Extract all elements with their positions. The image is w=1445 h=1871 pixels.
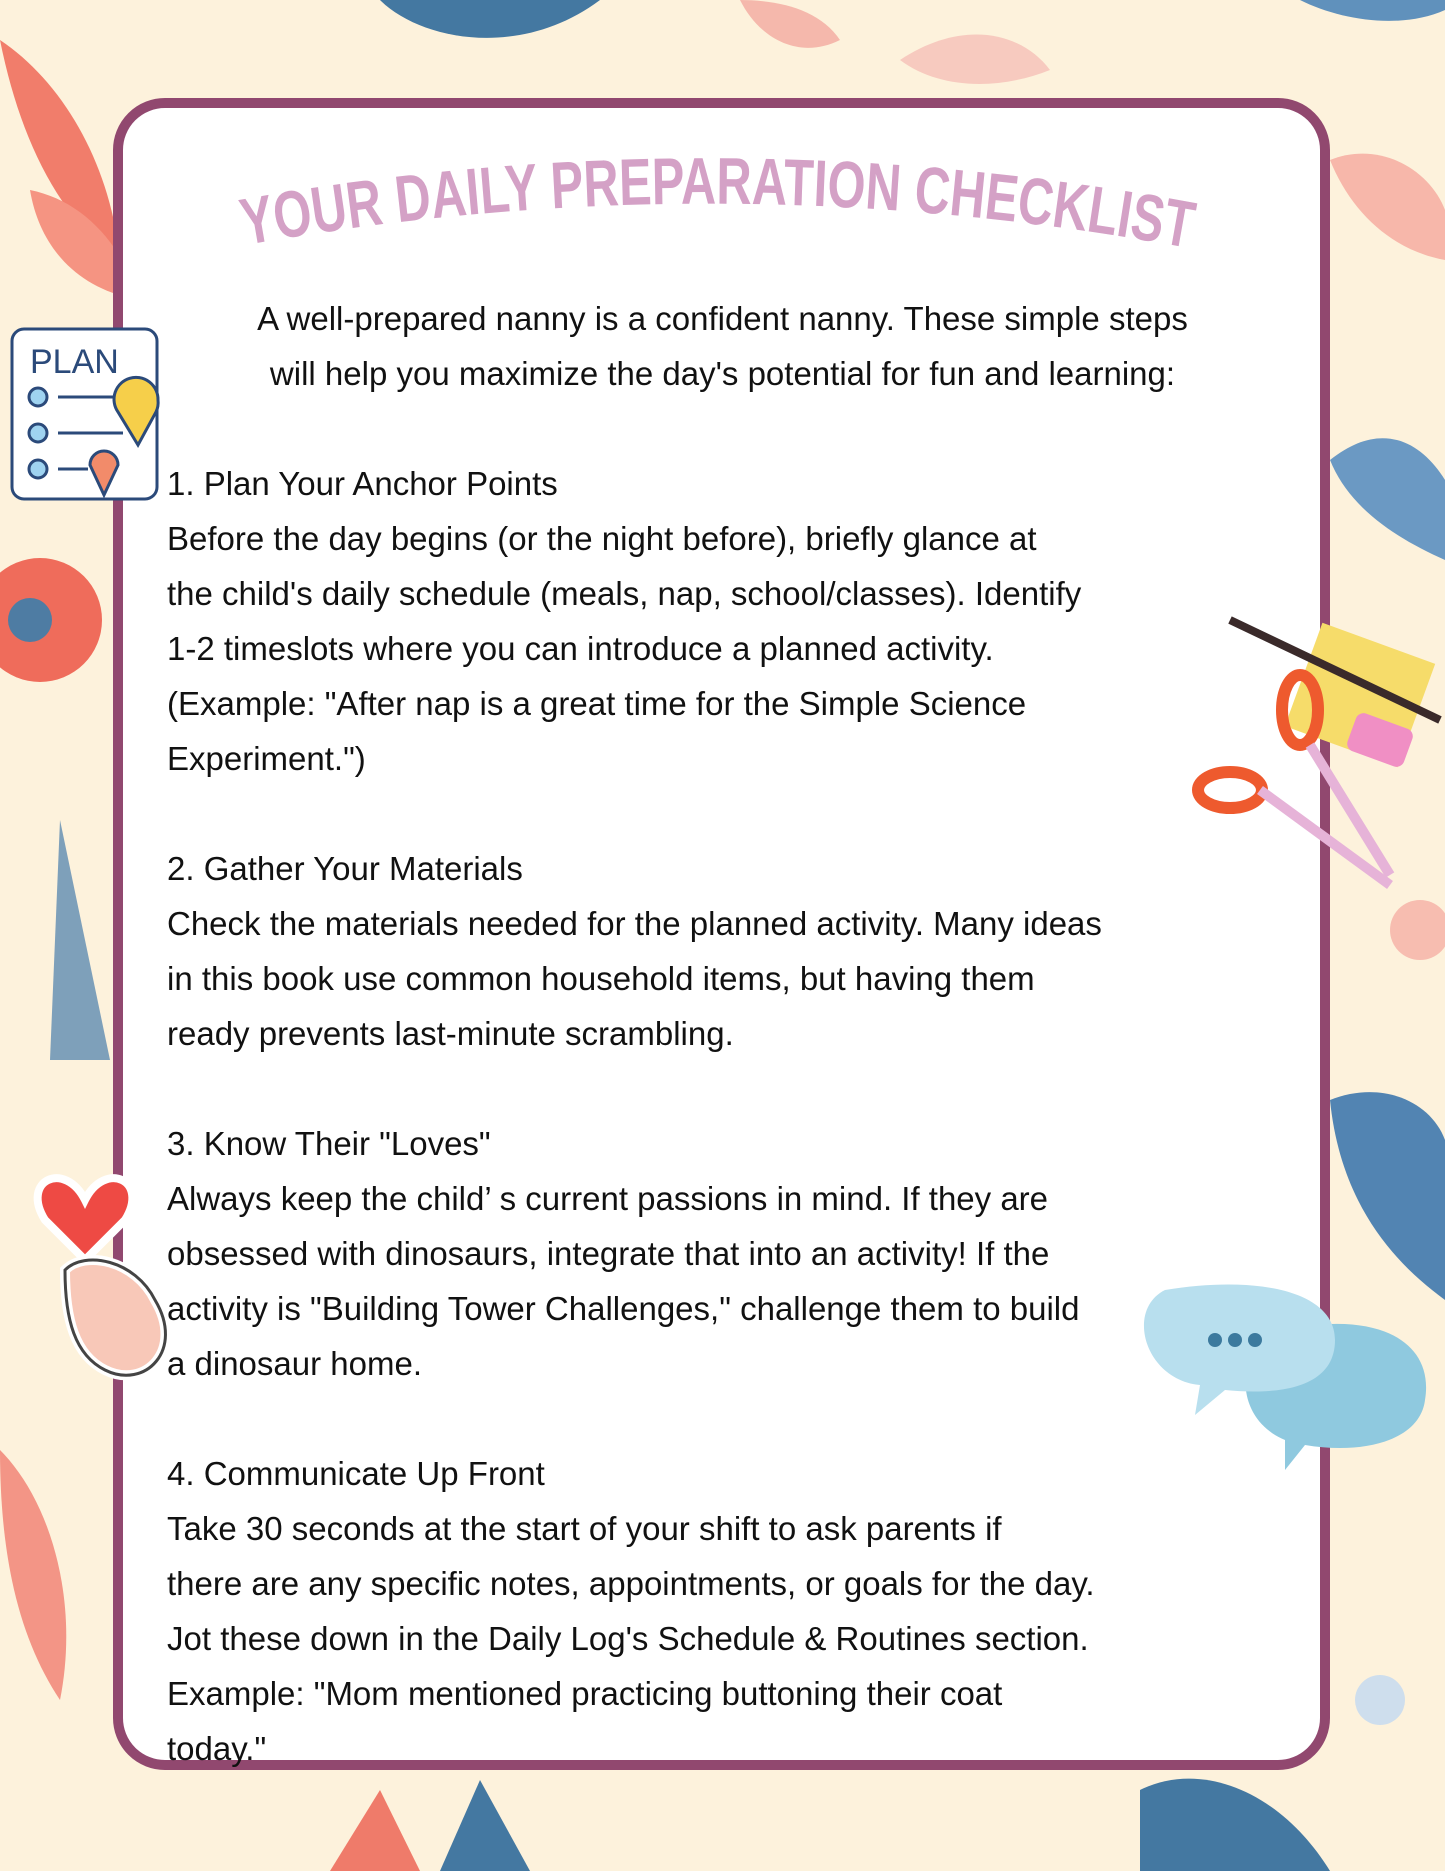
intro-paragraph bbox=[150, 291, 1295, 401]
title-text: YOUR DAILY PREPARATION CHECKLIST bbox=[234, 143, 1211, 264]
section-2 bbox=[167, 841, 1287, 1061]
heart-hand-icon bbox=[25, 1150, 195, 1390]
section-heading: 2. Gather Your Materials bbox=[167, 850, 523, 887]
section-line: a dinosaur home. bbox=[167, 1345, 422, 1382]
section-line: (Example: "After nap is a great time for the Simple Science bbox=[167, 685, 1027, 722]
checklist-body bbox=[167, 456, 1287, 1776]
section-line: Example: "Mom mentioned practicing buttoning their coat bbox=[167, 1675, 1003, 1712]
svg-text:YOUR DAILY PREPARATION CHECKLI bbox=[234, 143, 1211, 264]
section-line: ready prevents last-minute scrambling. bbox=[167, 1015, 734, 1052]
section-heading: 1. Plan Your Anchor Points bbox=[167, 465, 558, 502]
section-line: Always keep the child’ s current passions in mind. If they are bbox=[167, 1180, 1049, 1217]
section-heading: 4. Communicate Up Front bbox=[167, 1455, 545, 1492]
section-line: today." bbox=[167, 1730, 267, 1767]
section-line: obsessed with dinosaurs, integrate that into an activity! If the bbox=[167, 1235, 1050, 1272]
section-line: there are any specific notes, appointments, or goals for the day. bbox=[167, 1565, 1095, 1602]
section-line: Experiment.") bbox=[167, 740, 366, 777]
svg-text:PLAN: PLAN bbox=[30, 343, 119, 381]
section-line: Before the day begins (or the night before), briefly glance at bbox=[167, 520, 1037, 557]
speech-bubble-icon bbox=[1135, 1280, 1445, 1470]
section-line: 1-2 timeslots where you can introduce a planned activity. bbox=[167, 630, 994, 667]
section-4 bbox=[167, 1446, 1287, 1776]
section-line: Take 30 seconds at the start of your shift to ask parents if bbox=[167, 1510, 1002, 1547]
section-line: the child's daily schedule (meals, nap, school/classes). Identify bbox=[167, 575, 1082, 612]
section-1 bbox=[167, 456, 1287, 786]
section-heading: 3. Know Their "Loves" bbox=[167, 1125, 491, 1162]
intro-line: will help you maximize the day's potential for fun and learning: bbox=[269, 355, 1176, 392]
section-line: Jot these down in the Daily Log's Schedule & Routines section. bbox=[167, 1620, 1089, 1657]
plan-checklist-icon bbox=[8, 325, 178, 515]
page-title bbox=[0, 0, 1445, 320]
section-line: Check the materials needed for the planned activity. Many ideas bbox=[167, 905, 1102, 942]
section-line: in this book use common household items, but having them bbox=[167, 960, 1035, 997]
section-line: activity is "Building Tower Challenges," challenge them to build bbox=[167, 1290, 1080, 1327]
intro-line: A well-prepared nanny is a confident nanny. These simple steps bbox=[257, 300, 1188, 337]
scissors-stationery-icon bbox=[1190, 610, 1445, 910]
section-3 bbox=[167, 1116, 1287, 1391]
